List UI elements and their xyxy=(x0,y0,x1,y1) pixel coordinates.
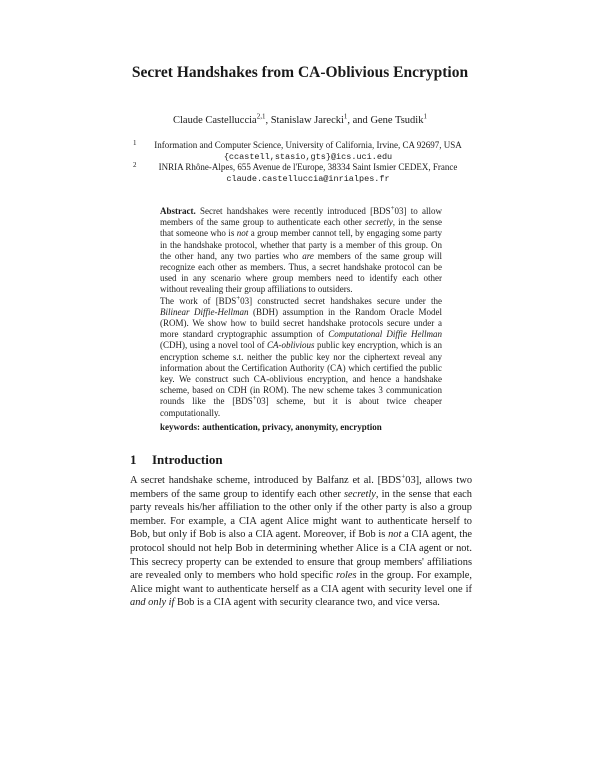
affiliation-2 xyxy=(133,162,473,185)
abstract-text: 03] constructed secret handshakes secure under the xyxy=(240,295,442,306)
abstract xyxy=(160,206,442,419)
citation-sup: + xyxy=(390,204,395,212)
author-separator: , and xyxy=(347,115,371,126)
author-affiliation-mark: 1 xyxy=(423,112,427,121)
abstract-emphasis: Computational Diffie Hellman xyxy=(328,329,442,340)
abstract-paragraph-1 xyxy=(160,206,442,296)
author-separator: , xyxy=(265,115,271,126)
abstract-text: (CDH), using a novel tool of xyxy=(160,340,267,351)
abstract-emphasis: are xyxy=(302,250,314,261)
abstract-emphasis: CA-oblivious xyxy=(267,340,315,351)
affiliation-email: claude.castelluccia@inrialpes.fr xyxy=(226,173,390,184)
citation-sup: + xyxy=(236,293,241,302)
affiliation-org: INRIA Rhône-Alpes, 655 Avenue de l'Europe, 38334 Saint Ismier CEDEX, France xyxy=(158,162,458,172)
abstract-text: , in the sense that someone who is xyxy=(160,217,442,239)
intro-text: 03], allows two members of the same group to identify each other xyxy=(130,475,473,500)
affiliation-org: Information and Computer Science, University of California, Irvine, CA 92697, USA xyxy=(154,140,462,150)
abstract-text: 03] to allow members of the same group to authenticate each other xyxy=(160,206,443,228)
citation-sup: + xyxy=(401,472,406,481)
intro-text: Bob is a CIA agent with security clearance two, and vice versa. xyxy=(174,597,440,609)
abstract-paragraph-2 xyxy=(160,293,442,419)
author-name: Stanislaw Jarecki xyxy=(270,115,344,126)
abstract-label: Abstract. xyxy=(160,206,196,216)
intro-emphasis: and only if xyxy=(130,597,175,609)
affiliation-1 xyxy=(133,140,473,163)
intro-emphasis: roles xyxy=(336,570,357,582)
intro-text: a CIA agent, the protocol should not help Bob in determining whether Alice is a CIA agent or not. This secrecy property can be extended to ensure that group members' affiliations are revealed only to members who hold specific xyxy=(130,529,473,582)
section-number: 1 xyxy=(130,452,137,467)
abstract-text: public key encryption, which is an encryption scheme s.t. neither the public key nor the ciphertext reveal any information about the Certification Authority (CA) which certified the public key. We construct such CA-oblivious encryption, and hence a handshake scheme, based on CDH (in ROM). The new scheme takes 3 communication rounds like the [BDS xyxy=(160,340,442,407)
author-name: Gene Tsudik xyxy=(370,115,424,126)
intro-text: A secret handshake scheme, introduced by Balfanz et al. [BDS xyxy=(130,475,402,486)
abstract-text: a group member cannot tell, by engaging some party in the handshake protocol, whether that party is a member of this group. On the other hand, any two parties who xyxy=(160,228,442,261)
intro-body xyxy=(130,474,472,610)
affiliation-number: 1 xyxy=(133,139,137,147)
keywords xyxy=(160,422,442,432)
abstract-text: The work of [BDS xyxy=(160,295,237,306)
section-title: Introduction xyxy=(152,452,223,467)
author-affiliation-mark: 1 xyxy=(343,112,348,121)
section-heading xyxy=(130,452,223,468)
abstract-text: Secret handshakes were recently introduced [BDS xyxy=(195,206,391,216)
citation-sup: + xyxy=(252,394,257,403)
intro-emphasis: not xyxy=(388,529,402,541)
keywords-text: keywords: authentication, privacy, anonymity, encryption xyxy=(160,422,382,432)
author-affiliation-mark: 2,1 xyxy=(256,112,266,121)
abstract-text: members of the same group will recognize each other as members. Thus, a secret handshake protocol can be used in any scenario where group members need to identify each other without revealing their group affiliations to outsiders. xyxy=(160,250,442,295)
intro-text: , in the sense that each party reveals his/her affiliation to the other only if the other party is also a group member. For example, a CIA agent Alice might want to authenticate herself to Bob, but only if Bob is also a CIA agent. Moreover, if Bob is xyxy=(130,488,472,541)
author-name: Claude Castelluccia xyxy=(173,115,257,126)
abstract-emphasis: not xyxy=(236,228,249,239)
author-line xyxy=(0,112,600,126)
abstract-text: 03] scheme, but it is about twice cheaper computationally. xyxy=(160,396,442,418)
intro-emphasis: secretly xyxy=(343,488,376,500)
paper-title: Secret Handshakes from CA-Oblivious Encryption xyxy=(131,64,469,81)
abstract-emphasis: Bilinear Diffie-Hellman xyxy=(160,306,249,317)
affiliation-number: 2 xyxy=(133,161,137,169)
affiliation-email: {ccastell,stasio,gts}@ics.uci.edu xyxy=(223,151,393,162)
intro-paragraph xyxy=(130,474,472,610)
abstract-emphasis: secretly xyxy=(365,217,393,228)
intro-text: in the group. For example, Alice might want to authenticate herself as a CIA agent with security level one if xyxy=(130,570,473,595)
abstract-text: (BDH) assumption in the Random Oracle Model (ROM). We show how to build secret handshake protocols secure under a more standard cryptographic assumption of xyxy=(160,306,442,340)
